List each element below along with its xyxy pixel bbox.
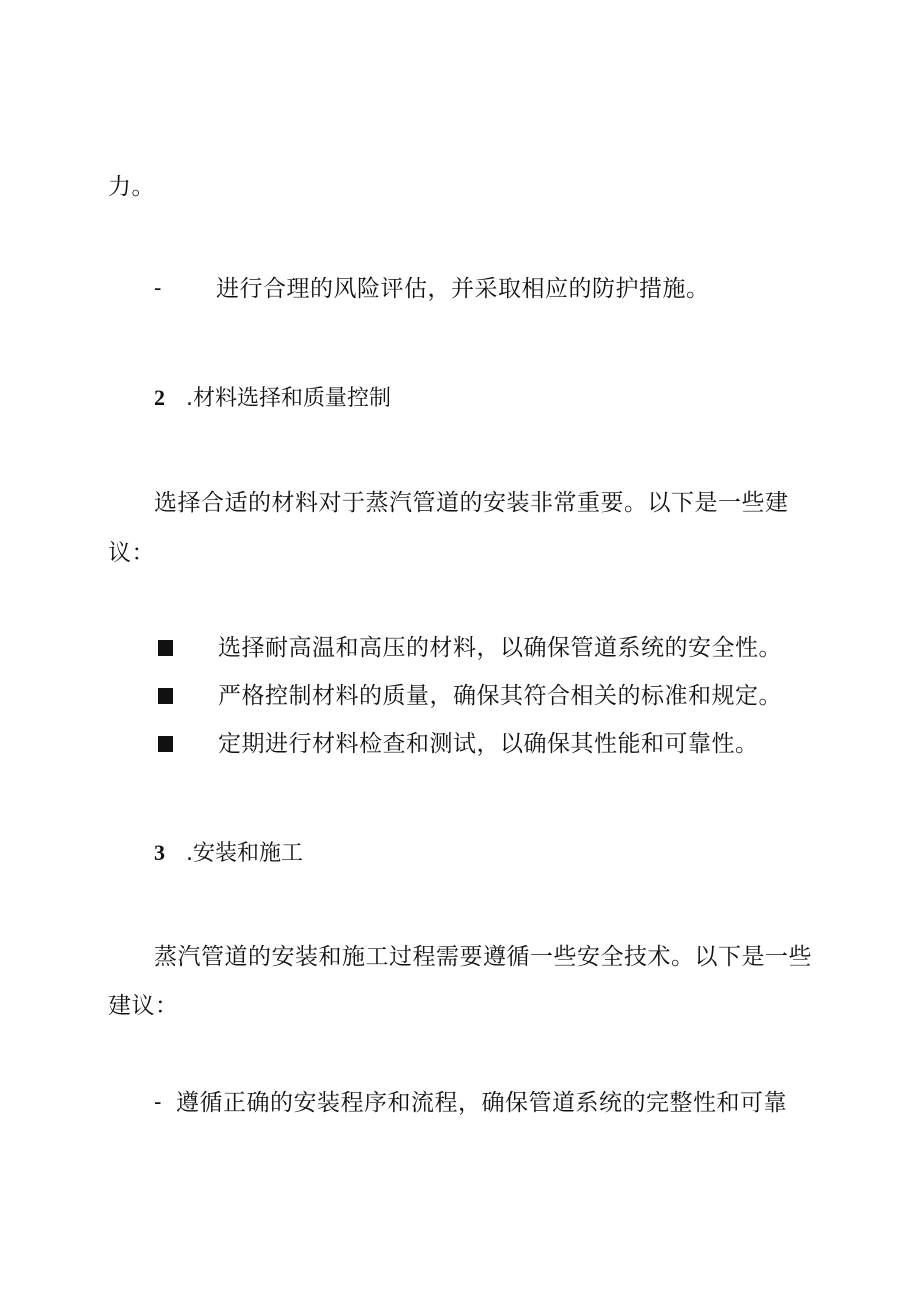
section-title: .材料选择和质量控制 [186, 386, 391, 411]
square-bullet-icon [158, 736, 173, 752]
paragraph-line: 建议： [108, 993, 179, 1019]
section-heading-3 [154, 838, 303, 869]
section-number: 3 [154, 840, 165, 865]
dash-marker: - [154, 1090, 162, 1115]
section-title: .安装和施工 [186, 841, 303, 866]
dash-list-item: 进行合理的风险评估，并采取相应的防护措施。 [216, 276, 710, 302]
paragraph-line: 议： [108, 540, 155, 566]
dash-marker: - [154, 276, 162, 301]
bullet-list-item: 严格控制材料的质量，确保其符合相关的标准和规定。 [218, 683, 782, 709]
paragraph-line: 蒸汽管道的安装和施工过程需要遵循一些安全技术。以下是一些 [154, 944, 812, 970]
bullet-list-item: 定期进行材料检查和测试，以确保其性能和可靠性。 [218, 731, 759, 757]
paragraph-line: 选择合适的材料对于蒸汽管道的安装非常重要。以下是一些建 [154, 490, 789, 516]
bullet-list-item: 选择耐高温和高压的材料，以确保管道系统的安全性。 [218, 635, 782, 661]
section-number: 2 [154, 385, 165, 410]
dash-list-item: 遵循正确的安装程序和流程，确保管道系统的完整性和可靠 [176, 1090, 787, 1116]
section-heading-2 [154, 383, 391, 414]
square-bullet-icon [158, 688, 173, 704]
paragraph-continuation: 力。 [108, 174, 155, 200]
square-bullet-icon [158, 640, 173, 656]
